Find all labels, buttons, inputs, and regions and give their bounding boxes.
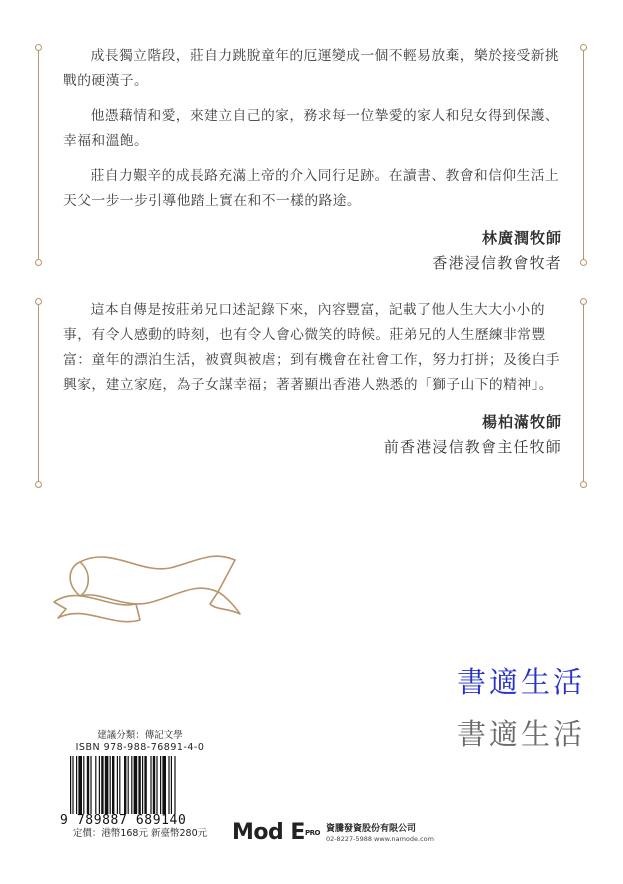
barcode-bar [101,756,103,814]
barcode-bar [70,756,71,814]
author-title: 前香港浸信教會主任牧師 [383,438,562,456]
barcode-bar [72,756,73,814]
corner-ring-icon [580,259,587,266]
author-title: 香港浸信教會牧者 [432,254,562,272]
barcode-bar [153,756,155,814]
signature [63,410,562,460]
endorsement-paragraph: 成長獨立階段，莊自力跳脫童年的厄運變成一個不輕易放棄，樂於接受新挑戰的硬漢子。 [63,48,560,89]
barcode-bar [171,756,172,814]
isbn-label: ISBN 978-988-76891-4-0 [75,742,205,753]
brand-title-gray: 書適生活 [456,717,585,751]
border-line-left [38,50,39,260]
barcode-bar [156,756,157,814]
endorsement-paragraph: 莊自力艱辛的成長路充滿上帝的介入同行足跡。在讀書、教會和信仰生活上天父一步一步引導他踏上實在和不一樣的路途。 [63,168,560,209]
barcode-bar [117,756,118,814]
barcode-bar [112,756,114,814]
endorsement-box-1 [38,44,584,272]
barcode-bar [78,756,82,814]
barcode-bar [162,756,166,814]
barcode-bar [119,756,120,814]
publisher-name: 資騰發資股份有限公司 [325,824,416,834]
barcode-bar [142,756,143,814]
category-label: 建議分類：傳記文學 [97,730,183,741]
price-label: 定價：港幣168元 新臺幣280元 [72,828,208,839]
barcode-bar [168,756,169,814]
border-line-right [583,50,584,260]
border-line-right [583,304,584,482]
barcode-bar [76,756,77,814]
endorsement-paragraph: 他憑藉情和愛，來建立自己的家，務求每一位摯愛的家人和兒女得到保護、幸福和溫飽。 [63,108,560,149]
barcode-bar [83,756,84,814]
barcode-bar [110,756,111,814]
barcode-bar [150,756,151,814]
barcode-bar [90,756,91,814]
endorsement-paragraph: 這本自傳是按莊弟兄口述記錄下來，內容豐富，記載了他人生大大小小的事，有令人感動的時刻，也有令人會心微笑的時候。莊弟兄的人生歷練非常豐富：童年的漂泊生活，被賣與被虐；到有機會在社會工作，努力打拼；及後白手興家，建立家庭，為子女謀幸福；著著顯出香港人熟悉的「獅子山下的精神」。 [63,302,560,393]
barcode-bar [138,756,140,814]
barcode-bar [174,756,175,814]
barcode-bar [105,756,109,814]
barcode-digits: 9 789887 689140 [60,813,187,828]
corner-ring-icon [580,298,587,305]
corner-ring-icon [35,44,42,51]
barcode-bar [128,756,129,814]
barcode-bar [124,756,126,814]
publisher-contact: 02-8227-5988 www.namode.com [325,835,434,843]
barcode-bar [144,756,146,814]
barcode-bar [160,756,161,814]
corner-ring-icon [580,481,587,488]
publisher-logo-text: Mod $E^{PRO}$ [232,820,320,845]
barcode-bar [134,756,138,814]
ribbon-banner-icon [40,532,245,632]
author-name: 林廣潤牧師 [481,229,562,247]
corner-ring-icon [35,298,42,305]
author-name: 楊柏滿牧師 [481,413,562,431]
signature [63,226,562,276]
barcode-icon [60,756,220,816]
barcode-area [60,730,220,840]
corner-ring-icon [35,481,42,488]
barcode-bar [131,756,132,814]
endorsement-box-2 [38,298,584,488]
publisher-logo [232,820,434,850]
barcode-bar [87,756,89,814]
barcode-bar [99,756,100,814]
border-line-left [38,304,39,482]
corner-ring-icon [580,44,587,51]
brand-title-blue: 書適生活 [456,665,585,699]
corner-ring-icon [35,259,42,266]
barcode-bar [95,756,96,814]
